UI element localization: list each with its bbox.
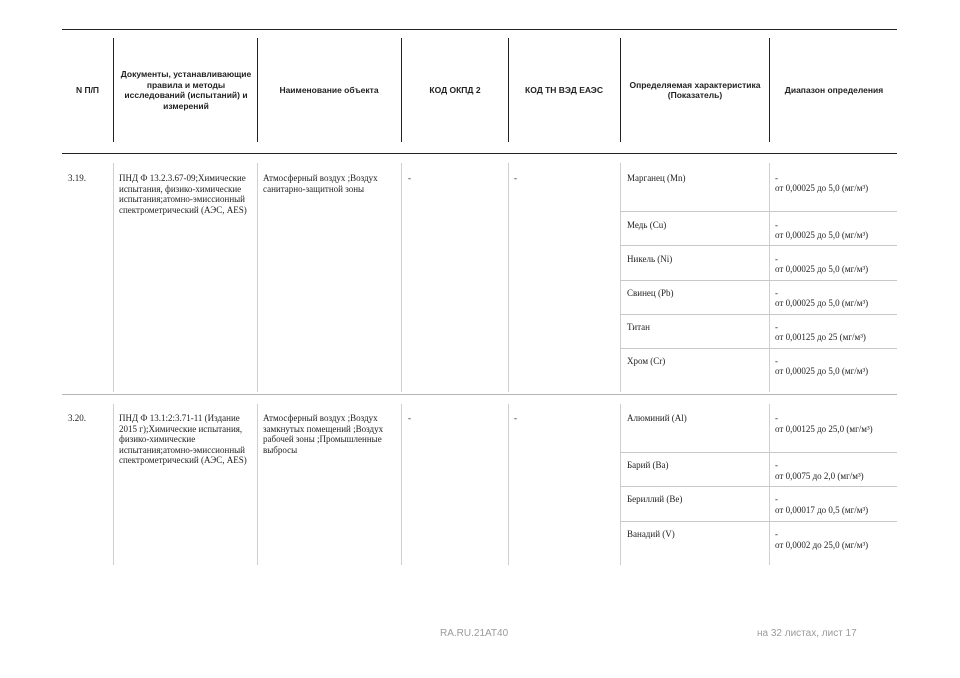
- row-divider: [769, 163, 770, 392]
- range-dash: -: [775, 322, 778, 332]
- characteristic-name: Медь (Cu): [627, 220, 667, 230]
- row-divider: [620, 404, 621, 565]
- header-docs: Документы, устанавливающие правила и методы исследований (испытаний) и измерений: [120, 69, 252, 111]
- range-dash: -: [775, 254, 778, 264]
- header-top-border: [62, 29, 897, 30]
- characteristic-name: Хром (Cr): [627, 356, 666, 366]
- header-divider: [113, 38, 114, 142]
- item-separator: [620, 521, 897, 522]
- header-bottom-border: [62, 153, 897, 154]
- range-value: от 0,0002 до 25,0 (мг/м³): [775, 540, 869, 550]
- row-object: Атмосферный воздух ;Воздух санитарно-защитной зоны: [263, 173, 378, 194]
- footer-code: RA.RU.21АТ40: [440, 628, 509, 639]
- header-divider: [257, 38, 258, 142]
- characteristic-name: Свинец (Pb): [627, 288, 674, 298]
- range-value: от 0,00025 до 5,0 (мг/м³): [775, 230, 869, 240]
- range-value: от 0,00017 до 0,5 (мг/м³): [775, 505, 869, 515]
- row-document: ПНД Ф 13.1:2:3.71-11 (Издание 2015 г);Химические испытания, физико-химические испытания;атомно-эмиссионный спектрометрический (АЭС, AES): [119, 413, 247, 465]
- range-value: от 0,00025 до 5,0 (мг/м³): [775, 183, 869, 193]
- row-divider: [401, 163, 402, 392]
- range-value: от 0,00025 до 5,0 (мг/м³): [775, 366, 869, 376]
- row-number: 3.20.: [68, 413, 86, 423]
- header-divider: [401, 38, 402, 142]
- item-separator: [620, 245, 897, 246]
- characteristic-name: Титан: [627, 322, 650, 332]
- row-divider: [401, 404, 402, 565]
- row-separator: [62, 394, 897, 395]
- range-dash: -: [775, 529, 778, 539]
- range-dash: -: [775, 220, 778, 230]
- item-separator: [620, 452, 897, 453]
- header-divider: [769, 38, 770, 142]
- item-separator: [620, 486, 897, 487]
- range-dash: -: [775, 413, 778, 423]
- range-dash: -: [775, 173, 778, 183]
- item-separator: [620, 348, 897, 349]
- item-separator: [620, 211, 897, 212]
- range-dash: -: [775, 356, 778, 366]
- range-dash: -: [775, 494, 778, 504]
- row-divider: [257, 163, 258, 392]
- row-okpd: -: [408, 413, 411, 423]
- header-object: Наименование объекта: [279, 84, 379, 95]
- range-value: от 0,00125 до 25 (мг/м³): [775, 332, 866, 342]
- range-dash: -: [775, 288, 778, 298]
- header-divider: [508, 38, 509, 142]
- row-okpd: -: [408, 173, 411, 183]
- header-divider: [620, 38, 621, 142]
- row-object: Атмосферный воздух ;Воздух замкнутых помещений ;Воздух рабочей зоны ;Промышленные выбросы: [263, 413, 384, 455]
- range-value: от 0,00125 до 25,0 (мг/м³): [775, 424, 873, 434]
- row-document: ПНД Ф 13.2.3.67-09;Химические испытания, физико-химические испытания;атомно-эмиссионный спектрометрический (АЭС, AES): [119, 173, 247, 215]
- row-divider: [508, 404, 509, 565]
- header-characteristic: Определяемая характеристика (Показатель): [629, 79, 761, 100]
- row-divider: [113, 163, 114, 392]
- row-divider: [769, 404, 770, 565]
- range-value: от 0,00025 до 5,0 (мг/м³): [775, 264, 869, 274]
- header-tnved: КОД ТН ВЭД ЕАЭС: [525, 84, 603, 95]
- row-divider: [508, 163, 509, 392]
- characteristic-name: Алюминий (Al): [627, 413, 687, 423]
- header-okpd: КОД ОКПД 2: [429, 84, 481, 95]
- row-divider: [113, 404, 114, 565]
- characteristic-name: Бериллий (Be): [627, 494, 683, 504]
- row-tnved: -: [514, 413, 517, 423]
- row-divider: [257, 404, 258, 565]
- row-number: 3.19.: [68, 173, 86, 183]
- characteristic-name: Марганец (Mn): [627, 173, 686, 183]
- header-range: Диапазон определения: [784, 84, 884, 95]
- characteristic-name: Никель (Ni): [627, 254, 673, 264]
- header-num: N П/П: [75, 84, 100, 95]
- footer-pages: на 32 листах, лист 17: [757, 628, 857, 639]
- item-separator: [620, 314, 897, 315]
- range-value: от 0,00025 до 5,0 (мг/м³): [775, 298, 869, 308]
- range-value: от 0,0075 до 2,0 (мг/м³): [775, 471, 864, 481]
- characteristic-name: Ванадий (V): [627, 529, 675, 539]
- row-divider: [620, 163, 621, 392]
- row-tnved: -: [514, 173, 517, 183]
- item-separator: [620, 280, 897, 281]
- characteristic-name: Барий (Ba): [627, 460, 669, 470]
- range-dash: -: [775, 460, 778, 470]
